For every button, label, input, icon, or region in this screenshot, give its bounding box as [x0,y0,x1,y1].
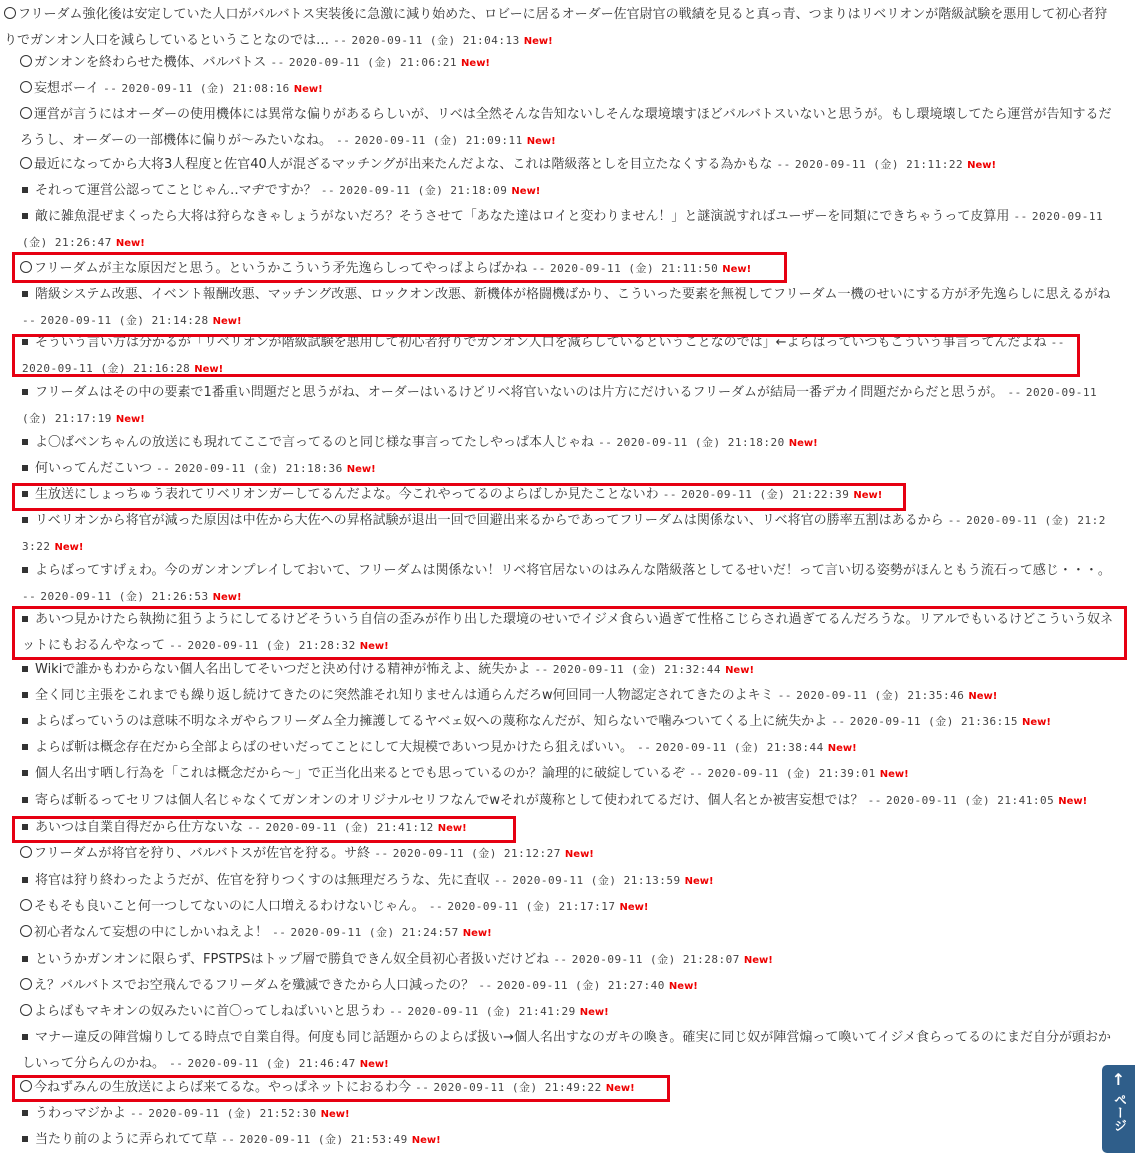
separator: -- [478,979,493,992]
ring-bullet-icon [20,157,32,169]
comment-27 [20,920,1115,947]
new-badge: New! [359,1059,389,1070]
comment-timestamp: 2020-09-11 (金) 21:28:32 [187,639,356,652]
square-bullet-icon [22,517,28,523]
comment-timestamp: 2020-09-11 (金) 21:53:49 [239,1133,408,1146]
new-badge: New! [725,665,755,676]
comment-34 [22,1127,1092,1154]
separator: -- [389,1005,404,1018]
new-badge: New! [788,438,818,449]
square-bullet-icon [22,770,28,776]
comment-timestamp: 2020-09-11 (金) 21:12:27 [392,847,561,860]
comment-text: 将官は狩り終わったようだが、佐官を狩りつくすのは無理だろうな、先に査収 [35,873,490,888]
comment-timestamp: 2020-09-11 (金) 21:41:05 [886,794,1055,807]
separator: -- [831,715,846,728]
separator: -- [947,514,962,527]
comment-text: よらばってすげぇわ。今のガンオンプレイしておいて、フリーダムは関係ない！リベ将官居ないのはみんな階級落としてるせいだ！って言い切る姿勢がほんともう流石って感じ・・・。 [35,563,1111,578]
separator: -- [333,34,348,47]
separator: -- [531,262,546,275]
comment-timestamp: 2020-09-11 (金) 21:28:07 [571,953,740,966]
comment-timestamp: 2020-09-11 (金) 21:27:40 [496,979,665,992]
ring-bullet-icon [20,81,32,93]
comment-text: リベリオンから将官が減った原因は中佐から大佐への昇格試験が退出一回で回避出来るからであってフリーダムは関係ない、リベ将官の勝率五割はあるから [35,513,944,528]
comment-4 [20,152,1115,179]
comment-17 [22,657,1115,684]
comment-timestamp: 2020-09-11 (金) 21:18:20 [616,436,785,449]
comment-18 [22,683,1115,710]
separator: -- [221,1133,236,1146]
comment-text: マナー違反の陣営煽りしてる時点で自業自得。何度も同じ話題からのよらば扱い→個人名出すなのガキの喚き。確実に同じ奴が陣営煽って喚いてイジメ食らってるのにまだ自分が頭おかしいって分らんのかね。 [22,1030,1111,1071]
separator: -- [22,590,37,603]
new-badge: New! [293,84,323,95]
square-bullet-icon [22,465,28,471]
comment-timestamp: 2020-09-11 (金) 21:23:22 [22,514,1106,553]
comment-31 [22,1025,1115,1078]
new-badge: New! [411,1135,441,1146]
separator: -- [777,689,793,702]
comment-text: そもそも良いこと何一つしてないのに人口増えるわけないじゃん。 [34,899,425,914]
ring-bullet-icon [20,925,32,937]
comment-timestamp: 2020-09-11 (金) 21:26:47 [22,210,1104,249]
comment-21 [22,761,1115,788]
separator: -- [553,953,568,966]
new-badge: New! [194,364,224,375]
separator: -- [130,1107,145,1120]
comment-0 [4,2,1116,55]
comment-timestamp: 2020-09-11 (金) 21:09:11 [354,134,523,147]
comment-timestamp: 2020-09-11 (金) 21:41:12 [265,821,434,834]
arrow-up-icon: ↑ [1111,1070,1126,1089]
comment-timestamp: 2020-09-11 (金) 21:13:59 [512,874,681,887]
square-bullet-icon [22,797,28,803]
comment-text: というかガンオンに限らず、FPSTPSはトップ層で勝負できん奴全員初心者扱いだけどね [35,952,550,967]
comment-6 [22,204,1115,257]
comment-text: 生放送にしょっちゅう表れてリベリオンガーしてるんだよな。今これやってるのよらばしか見たことないわ [35,487,659,502]
page-top-button[interactable] [1102,1065,1135,1153]
separator: -- [169,639,184,652]
square-bullet-icon [22,1034,28,1040]
square-bullet-icon [22,744,28,750]
comment-text: フリーダムが主な原因だと思う。というかこういう矛先逸らしってやっぱよらばかね [34,261,528,276]
separator: -- [1013,210,1028,223]
comment-timestamp: 2020-09-11 (金) 21:11:22 [794,158,964,171]
new-badge: New! [346,464,376,475]
highlight-box [12,816,516,843]
highlight-box [12,606,1127,660]
comment-timestamp: 2020-09-11 (金) 21:08:16 [121,82,290,95]
new-badge: New! [115,238,145,249]
comment-timestamp: 2020-09-11 (金) 21:39:01 [707,767,876,780]
comment-text: よらば斬は概念存在だから全部よらばのせいだってことにして大規模であいつ見かけたら狙えばいい。 [35,740,634,755]
comment-text: 今ねずみんの生放送によらば来てるな。やっぱネットにおるわ今 [34,1080,412,1095]
comment-33 [22,1101,1092,1128]
comment-19 [22,709,1115,736]
comment-timestamp: 2020-09-11 (金) 21:17:19 [22,386,1098,425]
comment-timestamp: 2020-09-11 (金) 21:14:28 [40,314,209,327]
comment-timestamp: 2020-09-11 (金) 21:06:21 [288,56,458,69]
ring-bullet-icon [20,55,32,67]
separator: -- [103,82,118,95]
square-bullet-icon [22,389,28,395]
comment-text: フリーダムが将官を狩り、バルバトスが佐官を狩る。サ終 [34,846,371,861]
comment-timestamp: 2020-09-11 (金) 21:35:46 [796,689,965,702]
ring-bullet-icon [20,899,32,911]
new-badge: New! [743,955,773,966]
comment-text: 妄想ボーイ [34,81,100,96]
separator: -- [272,926,287,939]
comment-22 [22,788,1115,815]
new-badge: New! [827,743,857,754]
separator: -- [1050,336,1065,349]
comment-timestamp: 2020-09-11 (金) 21:11:50 [550,262,719,275]
new-badge: New! [968,691,998,702]
comment-text: Wikiで誰かもわからない個人名出してそいつだと決め付ける精神が怖えよ、統失かよ [35,662,531,677]
square-bullet-icon [22,439,28,445]
comment-text: よ〇ばベンちゃんの放送にも現れてここで言ってるのと同じ様な事言ってたしやっぱ本人じゃね [35,435,595,450]
new-badge: New! [115,414,145,425]
comment-timestamp: 2020-09-11 (金) 21:38:44 [655,741,824,754]
comment-25 [22,868,1115,895]
comment-timestamp: 2020-09-11 (金) 21:18:09 [339,184,508,197]
separator: -- [662,488,678,501]
ring-bullet-icon [20,107,32,119]
new-badge: New! [212,592,242,603]
square-bullet-icon [22,666,28,672]
new-badge: New! [462,928,492,939]
comment-11 [22,430,1115,457]
comment-timestamp: 2020-09-11 (金) 21:24:57 [290,926,459,939]
square-bullet-icon [22,718,28,724]
comment-text: 最近になってから大将3人程度と佐官40人が混ざるマッチングが出来たんだよな、これは階級落としを目立たなくする為かもな [34,157,773,172]
separator: -- [270,56,285,69]
new-badge: New! [564,849,594,860]
comment-timestamp: 2020-09-11 (金) 21:32:44 [552,663,722,676]
square-bullet-icon [22,1136,28,1142]
separator: -- [534,663,549,676]
comment-text: 階級システム改悪、イベント報酬改悪、マッチング改悪、ロックオン改悪、新機体が格闘機ばかり、こういった要素を無視してフリーダム一機のせいにする方が矛先逸らしに思えるがね [35,287,1111,302]
comment-timestamp: 2020-09-11 (金) 21:18:36 [174,462,343,475]
separator: -- [689,767,704,780]
comment-24 [20,841,1115,868]
comment-text: フリーダムはその中の要素で1番重い問題だと思うがね、オーダーはいるけどリベ将官いないのは片方にだけいるフリーダムが結局一番デカイ問題だからだと思うが。 [35,385,1004,400]
new-badge: New! [879,769,909,780]
comment-text: よらばもマキオンの奴みたいに首〇ってしねばいいと思うわ [34,1004,386,1019]
comment-12 [22,456,1115,483]
highlight-box [12,252,787,283]
highlight-box [12,334,1080,377]
comment-text: 何いってんだこいつ [35,461,153,476]
highlight-box [12,483,906,511]
comment-text: 初心者なんて妄想の中にしかいねえよ！ [34,925,269,940]
comment-10 [22,380,1115,433]
separator: -- [22,314,37,327]
square-bullet-icon [22,956,28,962]
new-badge: New! [511,186,541,197]
comment-timestamp: 2020-09-11 (金) 21:22:39 [681,488,850,501]
comment-timestamp: 2020-09-11 (金) 21:52:30 [148,1107,317,1120]
comment-20 [22,735,1115,762]
square-bullet-icon [22,567,28,573]
square-bullet-icon [22,877,28,883]
comment-timestamp: 2020-09-11 (金) 21:17:17 [447,900,616,913]
comment-28 [22,947,1115,974]
highlight-box [12,1075,670,1102]
comment-text: あいつ見かけたら執拗に狙うようにしてるけどそういう自信の歪みが作り出した環境のせいでイジメ食らい過ぎて性格こじらされ過ぎてるんだろうな。リアルでもいるけどこういう奴ネットにもおるんやなって [22,612,1114,653]
comment-text: そういう言い方は分かるが「リベリオンが階級試験を悪用して初心者狩りでガンオン人口を減らしているということなのでは」←よらばっていつもこういう事言ってんだよね [35,335,1047,350]
comment-2 [20,76,1110,103]
square-bullet-icon [22,187,28,193]
comment-timestamp: 2020-09-11 (金) 21:16:28 [22,362,191,375]
separator: -- [415,1081,430,1094]
separator: -- [867,794,882,807]
comment-timestamp: 2020-09-11 (金) 21:46:47 [187,1057,356,1070]
comment-text: 個人名出す晒し行為を「これは概念だから〜」で正当化出来るとでも思っているのか？論理的に破綻しているぞ [35,766,686,781]
new-badge: New! [853,490,883,501]
new-badge: New! [523,36,553,47]
square-bullet-icon [22,291,28,297]
comment-text: あいつは自業自得だから仕方ないな [35,820,244,835]
comment-timestamp: 2020-09-11 (金) 21:36:15 [849,715,1018,728]
square-bullet-icon [22,1110,28,1116]
separator: -- [169,1057,184,1070]
separator: -- [336,134,351,147]
comment-text: 寄らば斬るってセリフは個人名じゃなくてガンオンのオリジナルセリフなんでwそれが蔑称として使われてるだけ、個人名とか被害妄想では？ [35,793,864,808]
new-badge: New! [605,1083,635,1094]
page-top-label: ページ [1111,1093,1126,1132]
comment-text: よらばっていうのは意味不明なネガやらフリーダム全力擁護してるヤベェ奴への蔑称なんだが、知らないで噛みついてくる上に統失かよ [35,714,828,729]
new-badge: New! [668,981,698,992]
separator: -- [598,436,613,449]
comment-29 [20,973,1115,1000]
new-badge: New! [967,160,997,171]
comment-15 [22,558,1115,611]
comment-text: ガンオンを終わらせた機体、バルバトス [34,55,267,70]
comment-14 [22,508,1115,561]
comment-5 [22,178,1115,205]
new-badge: New! [320,1109,350,1120]
new-badge: New! [579,1007,609,1018]
separator: -- [1007,386,1022,399]
ring-bullet-icon [4,7,16,19]
comment-timestamp: 2020-09-11 (金) 21:04:13 [351,34,520,47]
comment-text: 敵に雑魚混ぜまくったら大将は狩らなきゃしょうがないだろ？そうさせて「あなた達はロイと変わりません！」と謎演説すればユーザーを同類にできちゃうって皮算用 [35,209,1010,224]
new-badge: New! [461,58,490,69]
new-badge: New! [722,264,752,275]
separator: -- [494,874,509,887]
new-badge: New! [619,902,649,913]
new-badge: New! [437,823,467,834]
separator: -- [428,900,444,913]
separator: -- [320,184,336,197]
comment-text: 当たり前のように弄られてて草 [35,1132,218,1147]
square-bullet-icon [22,692,28,698]
new-badge: New! [526,136,556,147]
comment-text: フリーダム強化後は安定していた人口がバルバトス実装後に急激に減り始めた、ロビーに居るオーダー佐官尉官の戦績を見ると真っ青、つまりはリベリオンが階級試験を悪用して初心者狩りでガンオン人口を減らしているということなのでは… [4,7,1108,48]
separator: -- [247,821,262,834]
new-badge: New! [212,316,242,327]
ring-bullet-icon [20,846,32,858]
comment-timestamp: 2020-09-11 (金) 21:41:29 [407,1005,576,1018]
new-badge: New! [684,876,714,887]
separator: -- [776,158,791,171]
comment-text: 運営が言うにはオーダーの使用機体には異常な偏りがあるらしいが、リベは全然そんな告知ないしそんな環境壊すほどバルバトスいないと思うが。もし環境壊してたら運営が告知するだろうし、オーダーの一部機体に偏りが〜みたいなね。 [20,107,1112,148]
ring-bullet-icon [20,1004,32,1016]
comment-text: うわっマジかよ [35,1106,126,1121]
comment-text: 全く同じ主張をこれまでも繰り返し続けてきたのに突然誰それ知りませんは通らんだろw何回同一人物認定されてきたのよキミ [35,688,774,703]
separator: -- [374,847,389,860]
new-badge: New! [359,641,389,652]
comment-8 [22,282,1115,335]
separator: -- [156,462,171,475]
comment-3 [20,102,1115,155]
new-badge: New! [1058,796,1088,807]
new-badge: New! [1021,717,1051,728]
comment-text: それって運営公認ってことじゃん‥マヂですか？ [35,183,317,198]
comment-1 [20,50,1110,77]
comment-text: え？バルバトスでお空飛んでるフリーダムを殲滅できたから人口減ったの？ [34,978,475,993]
comment-timestamp: 2020-09-11 (金) 21:26:53 [40,590,209,603]
ring-bullet-icon [20,978,32,990]
square-bullet-icon [22,213,28,219]
comment-26 [20,894,1115,921]
comment-timestamp: 2020-09-11 (金) 21:49:22 [433,1081,602,1094]
separator: -- [637,741,652,754]
comment-30 [20,999,1115,1026]
new-badge: New! [54,542,84,553]
